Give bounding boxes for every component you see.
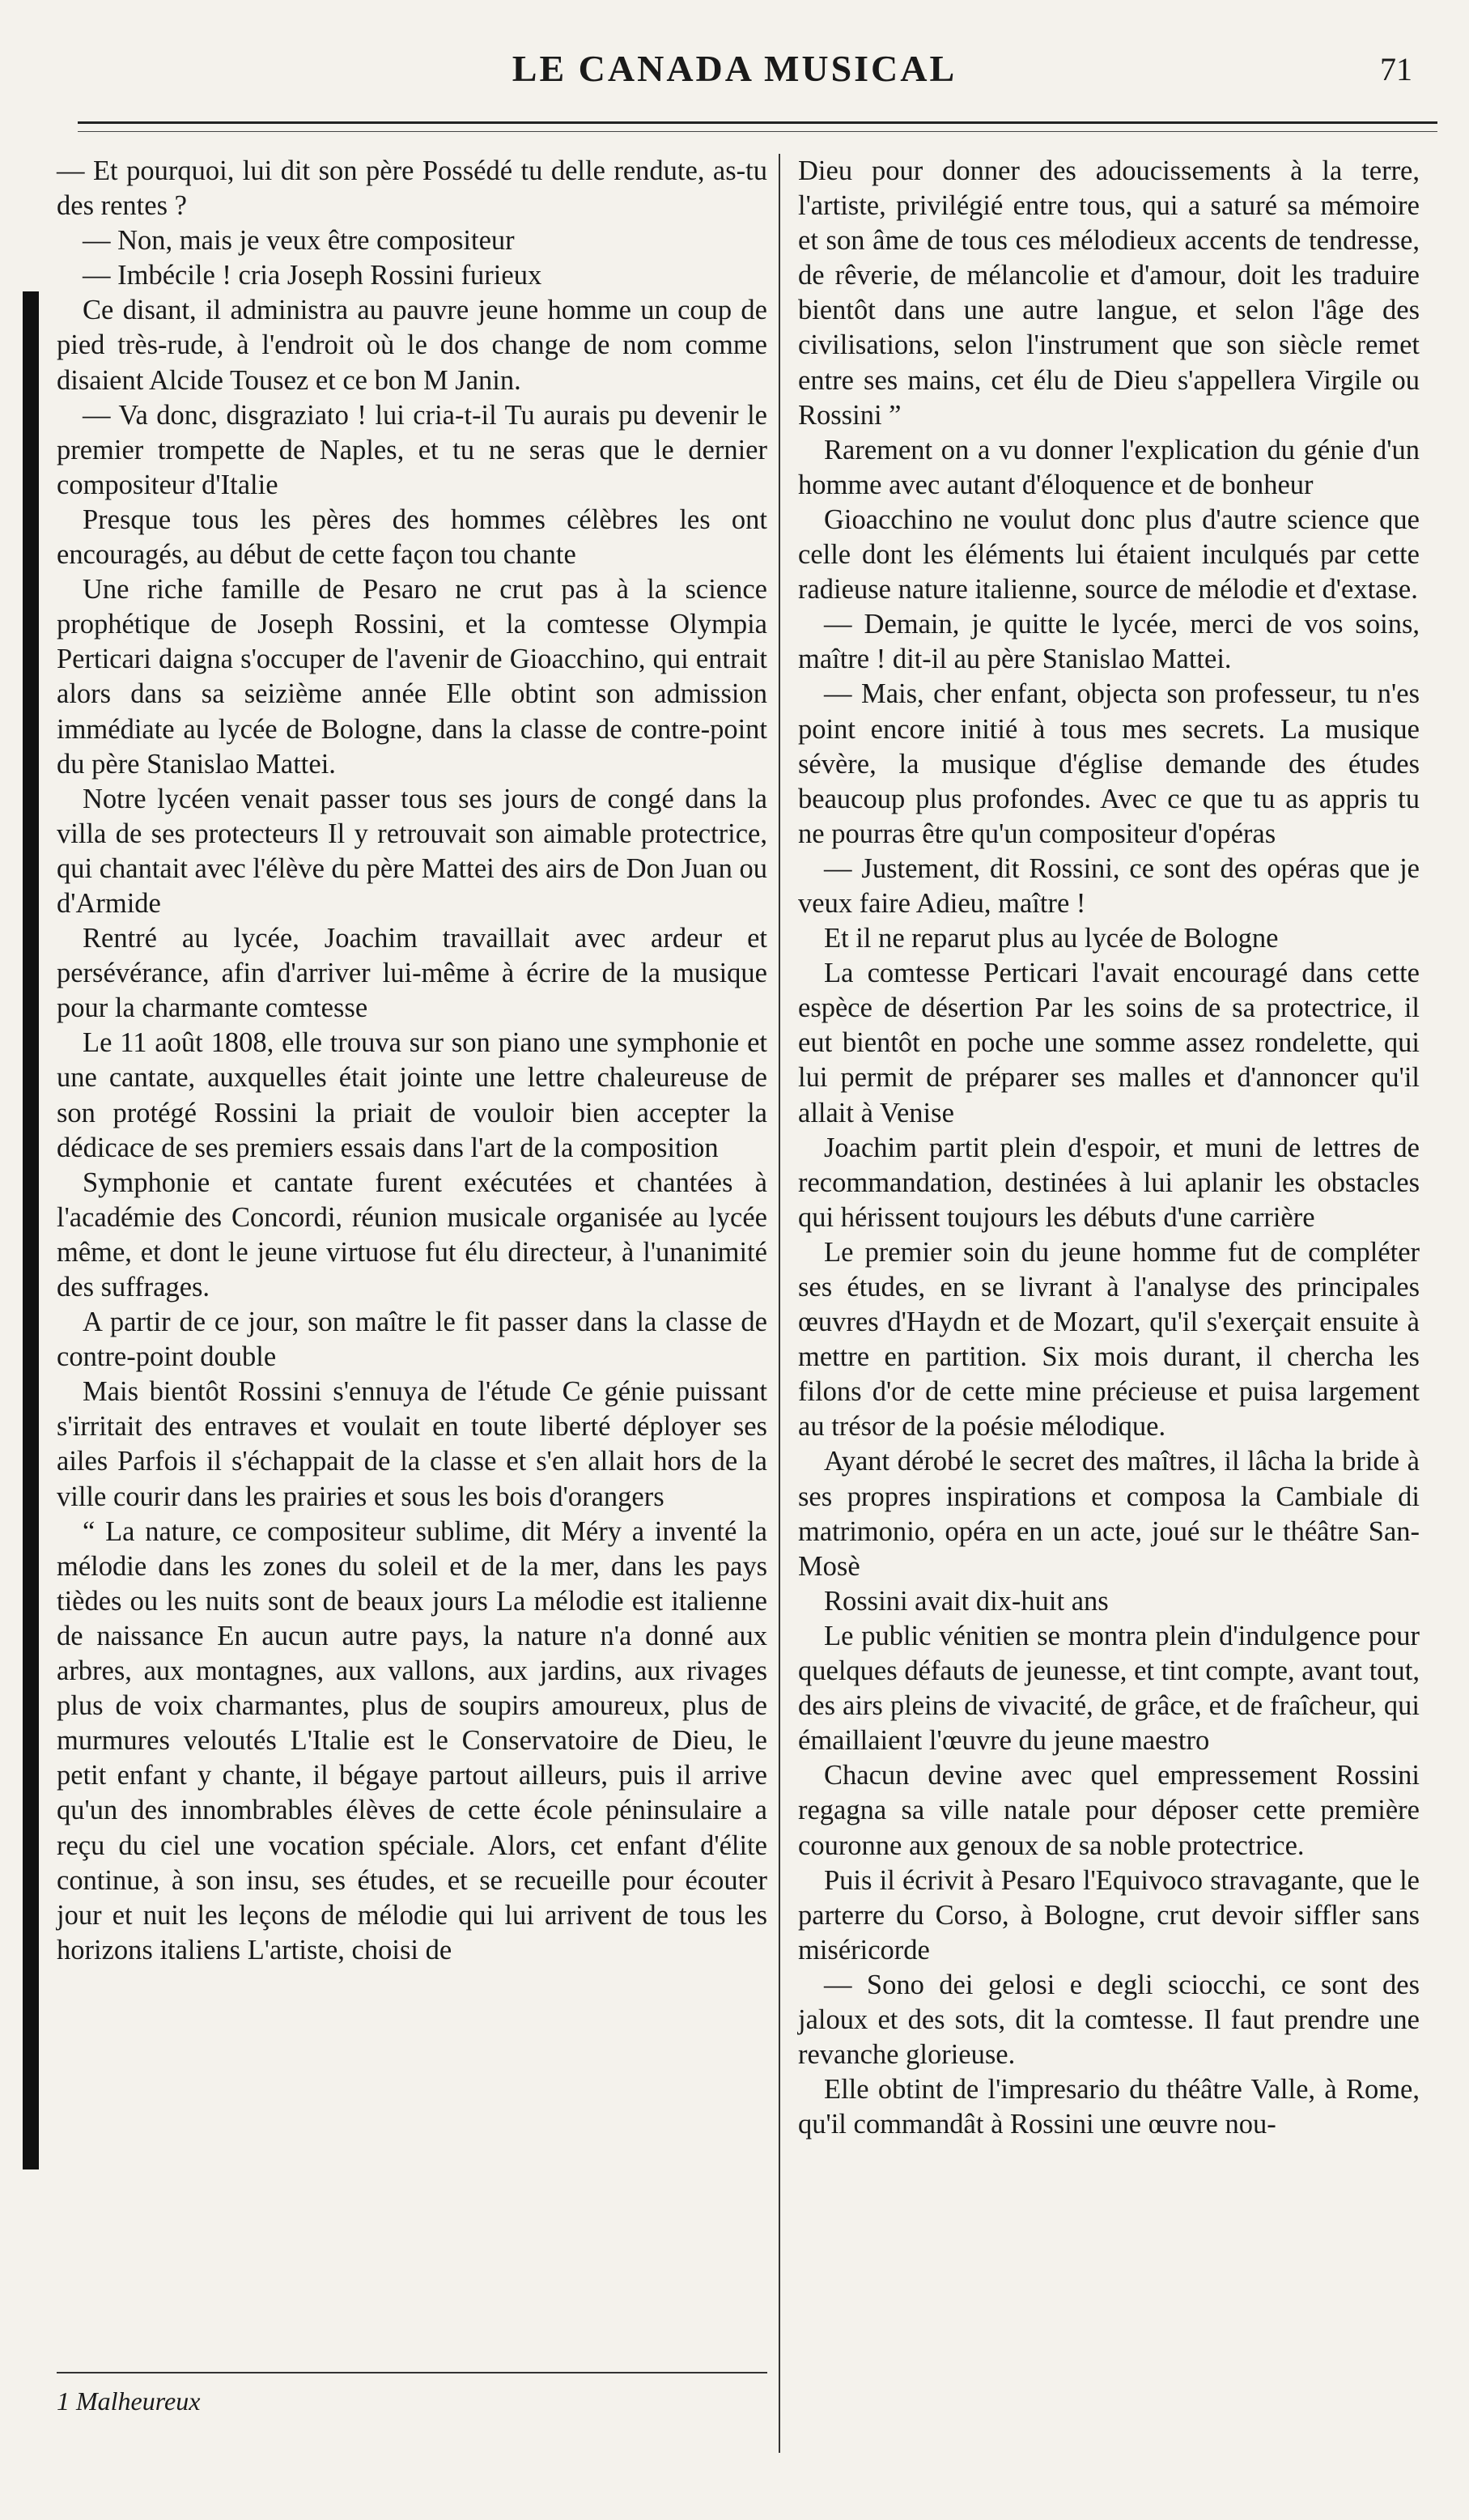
paragraph: Chacun devine avec quel empressement Rossini regagna sa ville natale pour déposer cette première couronne aux genoux de sa noble protectrice. — [798, 1760, 1420, 1861]
paragraph: Dieu pour donner des adoucissements à la terre, l'artiste, privilégié entre tous, qui a saturé sa mémoire et son âme de tous ces mélodieux accents de tendresse, de rêverie, de mélancolie et d'amour, doit les traduire bientôt dans une autre langue, et selon l'âge des civilisations, selon l'instrument que son siècle remet entre ses mains, cet élu de Dieu s'appellera Virgile ou Rossini ” — [798, 155, 1420, 431]
paragraph: Symphonie et cantate furent exécutées et chantées à l'académie des Concordi, réunion musicale organisée au lycée même, et dont le jeune virtuose fut élu directeur, à l'unanimité des suffrages. — [57, 1167, 767, 1302]
paragraph: — Justement, dit Rossini, ce sont des opéras que je veux faire Adieu, maître ! — [798, 852, 1420, 919]
paragraph: Mais bientôt Rossini s'ennuya de l'étude Ce génie puissant s'irritait des entraves et voulait en toute liberté déployer ses ailes Parfois il s'échappait de la classe et s'en allait hors de la ville courir dans les prairies et sous les bois d'orangers — [57, 1376, 767, 1512]
left-column — [57, 154, 767, 1968]
paragraph: Ce disant, il administra au pauvre jeune homme un coup de pied très-rude, à l'endroit où le dos change de nom comme disaient Alcide Tousez et ce bon M Janin. — [57, 295, 767, 396]
paragraph: A partir de ce jour, son maître le fit passer dans la classe de contre-point double — [57, 1307, 767, 1373]
paragraph: Une riche famille de Pesaro ne crut pas à la science prophétique de Joseph Rossini, et la comtesse Olympia Perticari daigna s'occuper de l'avenir de Gioacchino, qui entrait alors dans sa seizième année Elle obtint son admission immédiate au lycée de Bologne, dans la classe de contre-point du père Stanislao Mattei. — [57, 574, 767, 780]
header-rule — [78, 121, 1437, 124]
column-divider — [779, 154, 780, 2453]
paragraph: — Non, mais je veux être compositeur — [83, 225, 515, 257]
paragraph: Presque tous les pères des hommes célèbres les ont encouragés, au début de cette façon tou chante — [57, 504, 767, 571]
paragraph: Joachim partit plein d'espoir, et muni de lettres de recommandation, destinées à lui aplanir les obstacles qui hérissent toujours les débuts d'une carrière — [798, 1132, 1420, 1233]
paragraph: Le public vénitien se montra plein d'indulgence pour quelques défauts de jeunesse, et tint compte, avant tout, des airs pleins de vivacité, de grâce, et de fraîcheur, qui émaillaient l'œuvre du jeune maestro — [798, 1620, 1420, 1757]
paragraph: La comtesse Perticari l'avait encouragé dans cette espèce de désertion Par les soins de sa protectrice, il eut bientôt en poche une somme assez rondelette, qui lui permit de préparer ses malles et d'annoncer qu'il allait à Venise — [798, 958, 1420, 1128]
margin-bar — [23, 291, 39, 2169]
paragraph: — Et pourquoi, lui dit son père Possédé tu delle rendute, as-tu des rentes ? — [57, 155, 767, 222]
right-column — [798, 154, 1420, 2142]
journal-title: LE CANADA MUSICAL — [512, 48, 957, 89]
page-header — [0, 47, 1469, 104]
page-number: 71 — [1380, 51, 1412, 87]
footnote: 1 Malheureux — [57, 2386, 201, 2416]
paragraph: Le 11 août 1808, elle trouva sur son piano une symphonie et une cantate, auxquelles était jointe une lettre chaleureuse de son protégé Rossini la priait de vouloir bien accepter la dédicace de ses premiers essais dans l'art de la composition — [57, 1027, 767, 1163]
paragraph: — Demain, je quitte le lycée, merci de vos soins, maître ! dit-il au père Stanislao Mattei. — [798, 609, 1420, 675]
paragraph: — Mais, cher enfant, objecta son professeur, tu n'es point encore initié à tous mes secrets. La musique sévère, la musique d'église demande des études beaucoup plus profondes. Avec ce que tu as appris tu ne pourras être qu'un compositeur d'opéras — [798, 678, 1420, 849]
paragraph: Elle obtint de l'impresario du théâtre Valle, à Rome, qu'il commandât à Rossini une œuvre nou- — [798, 2074, 1420, 2140]
paragraph: Rentré au lycée, Joachim travaillait avec ardeur et persévérance, afin d'arriver lui-même à écrire de la musique pour la charmante comtesse — [57, 923, 767, 1024]
header-rule-thin — [78, 131, 1437, 132]
paragraph: Notre lycéen venait passer tous ses jours de congé dans la villa de ses protecteurs Il y retrouvait son aimable protectrice, qui chantait avec l'élève du père Mattei des airs de Don Juan ou d'Armide — [57, 783, 767, 919]
paragraph: — Sono dei gelosi e degli sciocchi, ce sont des jaloux et des sots, dit la comtesse. Il faut prendre une revanche glorieuse. — [798, 1969, 1420, 2071]
paragraph: Puis il écrivit à Pesaro l'Equivoco stravagante, que le parterre du Corso, à Bologne, crut devoir siffler sans miséricorde — [798, 1864, 1420, 1965]
paragraph: “ La nature, ce compositeur sublime, dit Méry a inventé la mélodie dans les zones du soleil et de la mer, dans les pays tièdes ou les nuits sont de beaux jours La mélodie est italienne de naissance En aucun autre pays, la nature n'a donné aux arbres, aux montagnes, aux vallons, aux jardins, aux rivages plus de voix charmantes, plus de soupirs amoureux, plus de murmures veloutés L'Italie est le Conservatoire de Dieu, le petit enfant y chante, il bégaye partout ailleurs, puis il arrive qu'un des innombrables élèves de cette école péninsulaire a reçu du ciel une vocation spéciale. Alors, cet enfant d'élite continue, à son insu, ses études, et se recueille pour écouter jour et nuit les leçons de mélodie qui lui arrivent de tous les horizons italiens L'artiste, choisi de — [57, 1515, 767, 1965]
paragraph: Gioacchino ne voulut donc plus d'autre science que celle dont les éléments lui étaient inculqués par cette radieuse nature italienne, source de mélodie et d'extase. — [798, 504, 1420, 606]
paragraph: — Imbécile ! cria Joseph Rossini furieux — [83, 260, 542, 291]
paragraph: Et il ne reparut plus au lycée de Bologne — [824, 923, 1279, 954]
paragraph: Le premier soin du jeune homme fut de compléter ses études, en se livrant à l'analyse des principales œuvres d'Haydn et de Mozart, qu'il s'exerçait ensuite à mettre en partition. Six mois durant, il chercha les filons d'or de cette mine précieuse et puisa largement au trésor de la poésie mélodique. — [798, 1236, 1420, 1443]
paragraph: Ayant dérobé le secret des maîtres, il lâcha la bride à ses propres inspirations et composa la Cambiale di matrimonio, opéra en un acte, joué sur le théâtre San-Mosè — [798, 1446, 1420, 1582]
paragraph: Rarement on a vu donner l'explication du génie d'un homme avec autant d'éloquence et de bonheur — [798, 434, 1420, 500]
paragraph: Rossini avait dix-huit ans — [824, 1585, 1109, 1617]
paragraph: — Va donc, disgraziato ! lui cria-t-il Tu aurais pu devenir le premier trompette de Naples, et tu ne seras que le dernier compositeur d'Italie — [57, 399, 767, 500]
footnote-rule — [57, 2372, 767, 2373]
